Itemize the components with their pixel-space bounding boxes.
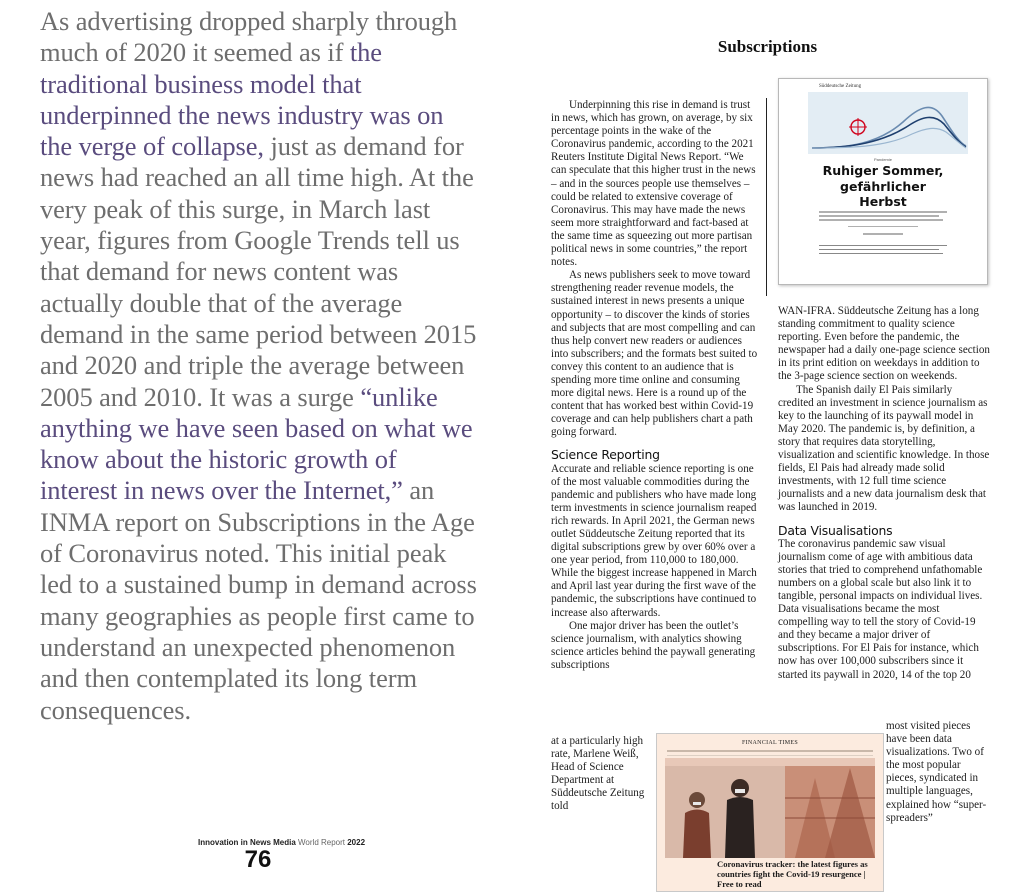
section-title: Subscriptions — [717, 37, 818, 56]
intro-text: just as demand for news had reached an all time high. At the very peak of this surge, in March last year, figures from Google Trends tell us that demand for news content was actually double that of the average demand in the same period between 2015 and 2020 and triple the average between 2005 and 2010. It was a surge — [40, 131, 477, 412]
sz-kicker: Pandemie — [873, 157, 892, 162]
paragraph: One major driver has been the outlet’s science journalism, with analytics showing science articles behind the paywall generating subscriptions — [551, 619, 756, 671]
subheading-data-visualisations: Data Visualisations — [778, 522, 893, 538]
paragraph: The Spanish daily El Pais similarly credited an investment in science journalism as key to the launching of its paywall model in May 2020. The pandemic is, by definition, a story that requires data storytelling, visualization and scientific knowledge. In those fields, El Pais had already made solid investments, with 12 full time science journalists and a new data journalism desk that was launched in 2019. — [778, 383, 990, 514]
paragraph-wrap: most visited pieces have been data visualizations. Two of the most popular pieces, syndicated in multiple languages, explained how “super-spreaders” — [886, 720, 987, 824]
intro-text: As advertising dropped sharply through much of 2020 it seemed as if — [40, 6, 458, 68]
ft-article-image — [656, 733, 884, 892]
ft-nav-bar — [667, 755, 873, 756]
virus-curve-graphic — [808, 92, 968, 154]
article-column-right — [778, 305, 990, 682]
paragraph: Underpinning this rise in demand is trust in news, which has grown, on average, by six percentage points in the wake of the Coronavirus pandemic, according to the 2021 Reuters Institute Digital News Report. “We can speculate that this higher trust in the news – and in the sources people use themselves – could be related to extensive coverage of Coronavirus. This may have made the news seem more straightforward and fact-based at the same time as squeezing out more partisan political news in some countries,” the report notes. — [551, 99, 756, 269]
sz-article-image — [778, 78, 988, 285]
paragraph-wrap: at a particularly high rate, Marlene Weiß, Head of Science Department at Süddeutsche Zeitung told — [551, 735, 645, 813]
page-number: 76 — [244, 846, 272, 873]
intro-highlight-2: “unlike anything we have seen based on what we know about the historic growth of interest in news over the Internet,” — [40, 381, 473, 506]
page-footer — [198, 838, 366, 873]
column-divider — [766, 98, 767, 296]
sz-masthead: Süddeutsche Zeitung — [819, 84, 862, 89]
article-column-mid — [551, 99, 761, 672]
subheading-science-reporting: Science Reporting — [551, 447, 660, 463]
intro-paragraph — [40, 6, 480, 726]
ft-nav-bar — [667, 750, 873, 752]
intro-text: an INMA report on Subscriptions in the Age of Coronavirus noted. This initial peak led to a sustained bump in demand across many geographies as people first came to understand an unexpected phenomenon and then contemplated its long term consequences. — [40, 475, 477, 725]
intro-highlight-1: the traditional business model that underpinned the news industry was on the verge of collapse, — [40, 37, 444, 162]
ft-news-photo — [665, 758, 875, 858]
paragraph: As news publishers seek to move toward strengthening reader revenue models, the sustained interest in news presents a unique opportunity – to discover the kinds of stories and subjects that are most compelling and can thus help convert new readers or audiences into subscribers; and the formats best suited to convey this content to an audience that is spending more time online and consuming more digital news. Here is a round up of the content that has worked best within Covid-19 coverage and can help publishers chart a path going forward. — [551, 269, 758, 439]
report-name: Innovation in News Media World Report 2022 — [198, 838, 366, 847]
paragraph: WAN-IFRA. Süddeutsche Zeitung has a long standing commitment to quality science reporting. Even before the pandemic, the newspaper had a daily one-page science section in its print edition on weekdays in addition to the 3-page science section on weekends. — [778, 305, 990, 383]
sz-headline: Ruhiger Sommer, gefährlicher Herbst — [822, 163, 944, 209]
sz-body-lines — [819, 211, 947, 257]
ft-masthead: FINANCIAL TIMES — [741, 740, 798, 746]
paragraph: The coronavirus pandemic saw visual journalism come of age with ambitious data stories that tried to comprehend unfathomable numbers on a global scale but also link it to tangible, personal impacts on individual lives. Data visualisations became the most compelling way to tell the story of Covid-19 and they became a major driver of subscriptions. For El Pais for instance, which now has over 100,000 subscribers since it started its paywall in 2020, 14 of the top 20 — [778, 537, 983, 681]
paragraph: Accurate and reliable science reporting is one of the most valuable commodities during the pandemic and publishers who have made long term investments in science journalism reaped rich rewards. In April 2021, the German news outlet Süddeutsche Zeitung reported that its digital subscriptions grew by over 60% over a one year period, from 110,000 to 180,000. While the biggest increase happened in March and April last year during the first wave of the pandemic, the subscriptions have continued to increase also afterwards. — [551, 462, 757, 619]
ft-photo-scene — [665, 758, 875, 858]
ft-headline: Coronavirus tracker: the latest figures as countries fight the Covid-19 resurgence | Free to read — [717, 859, 868, 889]
